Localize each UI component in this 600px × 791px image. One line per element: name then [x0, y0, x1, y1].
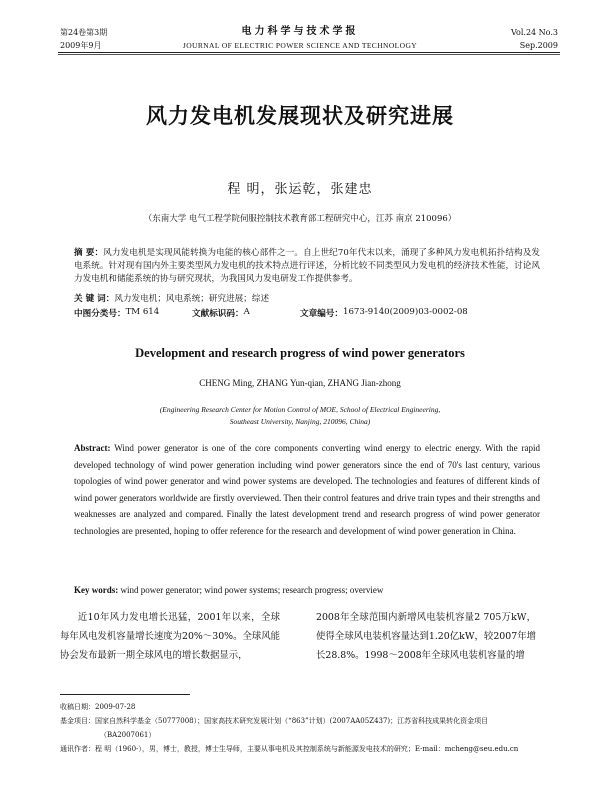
article-number	[300, 307, 468, 319]
footnote-author: 通讯作者：程 明（1960-），男，博士，教授，博士生导师，主要从事电机及其控制系统与新能源发电技术的研究；E-mail：mcheng@seu.edu.cn	[60, 745, 519, 753]
body-column-right	[316, 608, 536, 665]
header-issue-info	[511, 26, 558, 52]
journal-header	[160, 22, 440, 50]
journal-title-zh: 电力科学与技术学报	[241, 26, 359, 37]
clc-code	[74, 307, 160, 319]
keywords-zh-label: 关 键 词：	[74, 294, 115, 304]
header-vol-no: Vol.24 No.3	[511, 28, 558, 37]
keywords-zh	[74, 292, 540, 304]
doc-label: 文献标识码：	[192, 309, 244, 319]
header-date: 2009年9月	[60, 41, 102, 50]
abstract-zh-label: 摘 要：	[74, 248, 104, 258]
article-label: 文章编号：	[300, 309, 343, 319]
header-rule-thin	[58, 54, 560, 55]
footnotes	[60, 700, 560, 756]
header-volume-info	[60, 26, 107, 52]
header-volume: 第24卷第3期	[60, 28, 108, 37]
body-paragraph-left: 近10年风力发电增长迅猛，2001年以来，全球每年风电发机容量增长速度为20%～30%。全球风能协会发布最新一期全球风电的增长数据显示，	[60, 612, 280, 661]
authors-en: CHENG Ming, ZHANG Yun-qian, ZHANG Jian-zhong	[199, 378, 401, 388]
abstract-en-text: Wind power generator is one of the core components converting wind energy to electric energy. With the rapid developed technology of wind power generation including wind power generators since the end of 70's last century, various topologies of wind power generator and wind power systems are developed. The technologies and features of different kinds of wind power generators worldwide are firstly overviewed. Then their control features and drive train types and their strengths and weaknesses are analyzed and compared. Finally the latest development trend and research progress of wind power generator technologies are presented, hoping to offer reference for the research and development of wind power generation in China.	[74, 443, 540, 536]
paper-title-en: Development and research progress of wind power generators	[135, 346, 465, 360]
doc-code	[192, 307, 250, 319]
header-sep-date: Sep.2009	[519, 41, 558, 50]
clc-value: TM 614	[125, 307, 160, 317]
doc-value: A	[243, 307, 250, 317]
abstract-zh	[74, 247, 540, 286]
affiliation-en-line2: Southeast University, Nanjing, 210096, China)	[229, 417, 371, 426]
footnote-fund-1: 基金项目：国家自然科学基金（50777008）；国家高技术研究发展计划（“863”计划）(2007AA05Z437)；江苏省科技成果转化资金项目	[60, 717, 489, 725]
keywords-en-text: wind power generator; wind power systems; research progress; overview	[120, 585, 384, 595]
body-column-left	[60, 608, 280, 665]
abstract-zh-text: 风力发电机是实现风能转换为电能的核心部件之一。自上世纪70年代末以来，涌现了多种风力发电机拓扑结构及发电系统。针对现有国内外主要类型风力发电机的技术特点进行评述，分析比较不同类型风力发电机的经济技术性能，讨论风力发电机和储能系统的协与研究现状，为我国风力发电研发工作提供参考。	[74, 248, 540, 284]
affiliation-en	[0, 404, 600, 428]
keywords-zh-text: 风力发电机；风电系统；研究进展；综述	[114, 294, 270, 304]
affiliation-zh: （东南大学 电气工程学院伺服控制技术教育部工程研究中心，江苏 南京 210096）	[143, 214, 457, 224]
footnote-received: 收稿日期：2009-07-28	[60, 703, 136, 711]
keywords-en-label: Key words:	[74, 585, 119, 595]
clc-label: 中图分类号：	[74, 309, 126, 319]
keywords-en	[74, 585, 540, 595]
authors-zh: 程 明，张运乾，张建忠	[227, 182, 373, 197]
paper-title-zh: 风力发电机发展现状及研究进展	[146, 103, 454, 128]
journal-title-en: JOURNAL OF ELECTRIC POWER SCIENCE AND TECHNOLOGY	[182, 41, 418, 50]
header-rule	[58, 52, 560, 53]
body-paragraph-right: 2008年全球范围内新增风电装机容量2 705万kW，使得全球风电装机容量达到1.20亿kW，较2007年增长28.8%。1998～2008年全球风电装机容量的增	[316, 612, 536, 661]
affiliation-en-line1: (Engineering Research Center for Motion Control of MOE, School of Electrical Engineering,	[159, 405, 441, 414]
article-value: 1673-9140(2009)03-0002-08	[342, 307, 468, 317]
footnote-fund-2: （BA2007061）	[100, 731, 156, 739]
abstract-en	[74, 440, 540, 539]
abstract-en-label: Abstract:	[74, 443, 111, 453]
footnote-rule	[60, 694, 190, 695]
